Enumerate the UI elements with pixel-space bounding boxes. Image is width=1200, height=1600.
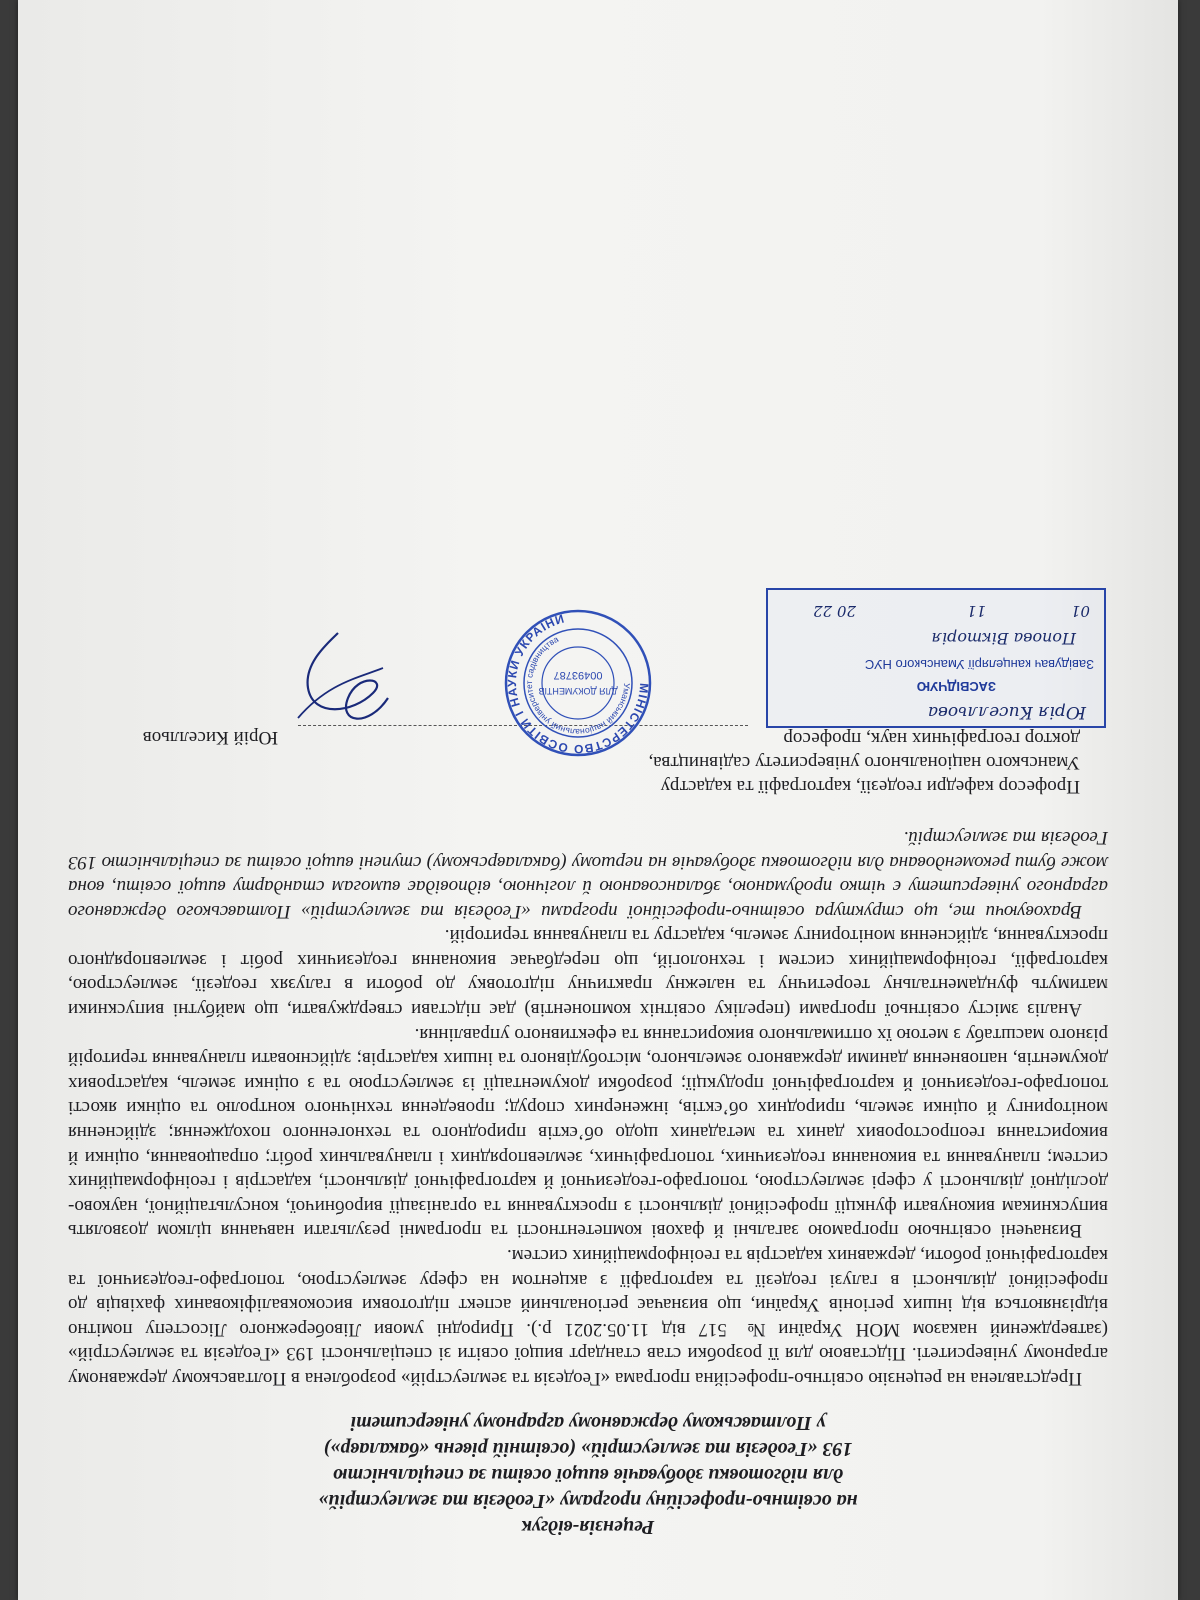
title-line: 193 «Геодезія та землеустрій» (освітній рівень «бакалавр») [323, 1438, 853, 1460]
signatory-degree: доктор географічних наук, професор [783, 728, 1080, 750]
paragraph-introduction: Представлена на рецензію освітньо-професійна програма «Геодезія та землеустрій» розроблена в Полтавському державному аграрному університеті. Підставою для її розробки став стандарт вищої освіти зі спеціальності 193 «Геодезія та землеустрій» (затверджений наказом МОН України № 517 від 11.05.2021 р.). Природні умови Лівобережного Лісостепу помітно відрізняються від інших регіонів України, що визначає регіональний аспект підготовки висококваліфікованих фахівців до професійної діяльності в галузі геодезії та картографії з акцентом на сферу землеустрою, топографо-геодезичної та картографічної роботи, державних кадастрів та геоінформаційних систем. [68, 1245, 1108, 1389]
title-line: Рецензія-відгук [521, 1516, 655, 1538]
signature-block [68, 602, 1108, 798]
round-official-stamp [503, 608, 653, 758]
title-line: у Полтавському державному аграрному університеті [350, 1412, 826, 1434]
date-month: 11 [966, 602, 986, 621]
handwritten-signature-certify: Попова Вікторія [931, 629, 1076, 649]
document-body [68, 602, 1108, 1540]
date-year: 20 22 [813, 602, 856, 621]
paragraph-competences: Визначені освітньою програмою загальні й фахові компетентності та програмні результати навчання цілком дозволять випускникам виконувати функції професійної діяльності з проєктування та організації виробничої, консультаційної, науково-дослідної діяльності у сфері землеустрою, топографо-геодезичної й картографічної діяльності, кадастрів і геоінформаційних систем; планування та виконання геодезичних, топографічних, землевпорядних і планувальних робіт; опрацювання, оцінки й використання геопросторових даних та метаданих щодо об’єктів природного та техногенного походження; здійснення моніторингу й оцінки земель, природних об’єктів, інженерних споруд; проведення технічного контролю та оцінки якості топографо-геодезичної й картографічної продукції; розробки документації із землеустрою та з оцінки земель, кадастрових документів, наповнення даними державного земельного, містобудівного та інших кадастрів; здійснювати планування територій різного масштабу з метою їх оптимального використання та ефективного управління. [68, 1023, 1108, 1242]
signatory-affiliation: Уманського національного університету садівництва, [648, 752, 1080, 774]
title-line: на освітньо-професійну програму «Геодезія та землеустрій» [318, 1490, 858, 1512]
certify-heading: ЗАСВІДЧУЮ [916, 679, 996, 695]
title-block [68, 1410, 1108, 1540]
date-day: 01 [1070, 602, 1090, 621]
stamp-center-text: ДЛЯ ДОКУМЕНТІВ [538, 686, 618, 697]
paragraph-analysis: Аналіз змісту освітньої програми (переліку освітніх компонентів) дає підстави стверджувати, що майбутні випускники матимуть фундаментальну теоретичну та належну практичну підготовку до роботи в галузях геодезії, землеустрою, картографії, геоінформаційних систем і технологій, що передбачає виконання геодезичних робіт і землевпорядного проєктування, здійснення моніторингу земель, кадастру та планування територій. [68, 925, 1108, 1021]
certify-office: Завідувач канцелярії Уманського НУС [864, 657, 1094, 673]
stamp-outer-text: МІНІСТЕРСТВО ОСВІТИ І НАУКИ УКРАЇНИ [504, 611, 652, 757]
signatory-name: Юрій Киселльов [142, 727, 278, 749]
paper-sheet [18, 0, 1178, 1600]
stamp-code: 00493787 [553, 669, 603, 682]
stamp-inner-text: Уманський національний університет садівництва [523, 634, 633, 738]
certification-stamp [766, 588, 1106, 728]
title-line: для підготовки здобувачів вищої освіти за спеціальністю [332, 1464, 844, 1486]
signatory-position: Професор кафедри геодезії, картографії та кадастру [660, 776, 1080, 798]
handwritten-signature [288, 628, 408, 738]
paragraph-conclusion: Враховуючи те, що структура освітньо-професійної програми «Геодезія та землеустрій» Полтавського державного аграрного університету є чітко продуманою, збалансованою й логічною, відповідає вимогам стандарту вищої освіти, вона може бути рекомендована для підготовки здобувачів на першому (бакалаврському) ступені вищої освіти за спеціальністю 193 Геодезія та землеустрій. [68, 826, 1108, 922]
handwritten-name: Юрія Киселльова [927, 702, 1086, 723]
